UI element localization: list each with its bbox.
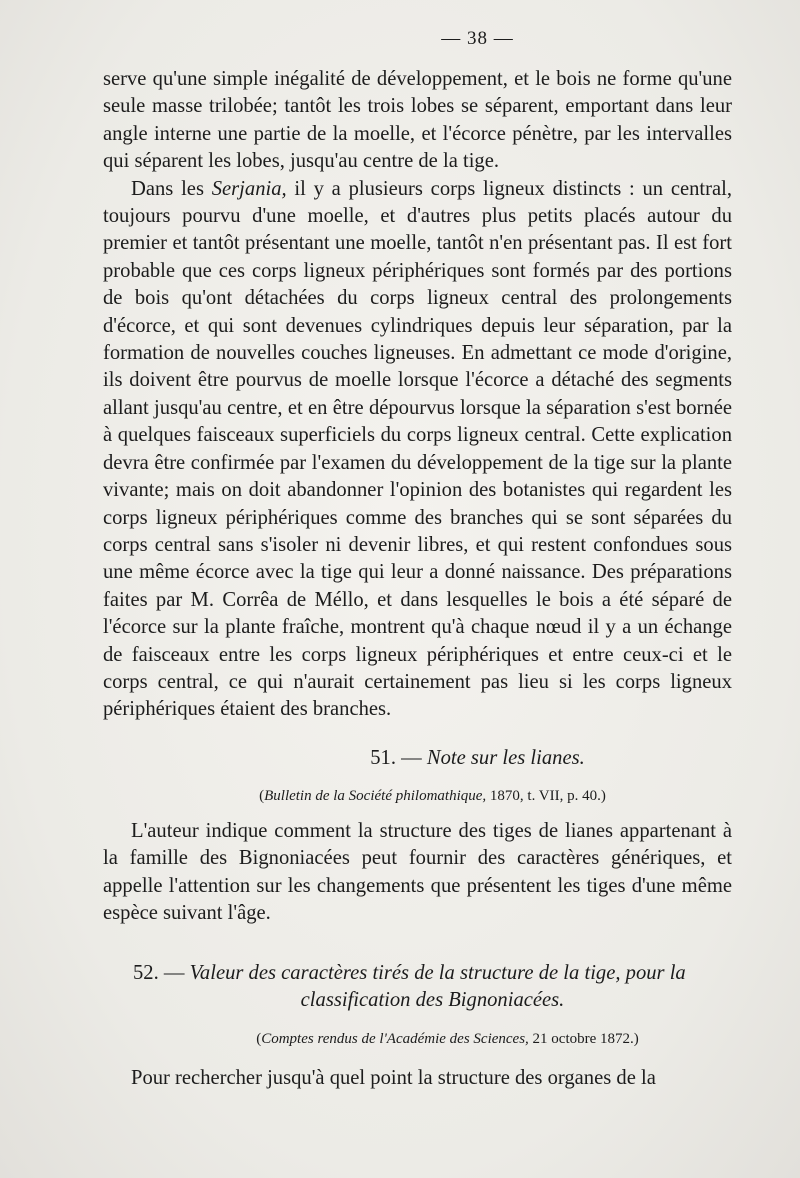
section-52-citation-source: Comptes rendus de l'Académie des Sciences, (261, 1031, 529, 1048)
section-51-citation-details: 1870, t. VII, p. 40.) (486, 787, 606, 804)
section-52-citation-open: ( (256, 1031, 262, 1048)
section-52-heading-line2 (103, 987, 732, 1014)
section-51-citation-open: ( (259, 787, 265, 804)
section-51-title: Note sur les lianes. (426, 746, 585, 769)
paragraph-serjania (103, 176, 732, 724)
section-51-citation-source: Bulletin de la Société philomathique, (264, 787, 487, 804)
section-52-body: Pour rechercher jusqu'à quel point la structure des organes de la (131, 1067, 656, 1090)
paragraph-continuation: serve qu'une simple inégalité de développement, et le bois ne forme qu'une seule masse trilobée; tantôt les trois lobes se séparent, emportant dans leur angle interne une partie de la moelle, et l'écorce pénètre, par les intervalles qui séparent les lobes, jusqu'au centre de la tige. (103, 68, 732, 173)
section-51-heading (103, 745, 732, 772)
section-52-number: 52. — (133, 962, 190, 985)
section-52-title-line2: classification des Bignoniacées. (300, 989, 565, 1012)
section-51-citation (103, 786, 732, 806)
section-52-heading (103, 960, 732, 987)
page-number: — 38 — (441, 28, 514, 49)
paragraph-serjania-body: il y a plusieurs corps ligneux distincts : un central, toujours pourvu d'une moelle, et d'autres plus petits placés autour du premier et tantôt présentant une moelle, tantôt n'en présentant pas. Il est fort probable que ces corps ligneux périphériques sont formés par des portions de bois qu'ont détachées du corps ligneux central des prolongements d'écorce, et qui sont devenues cylindriques depuis leur séparation, par la formation de nouvelles couches ligneuses. En admettant ce mode d'origine, ils doivent être pourvus de moelle lorsque l'écorce a détaché des segments allant jusqu'au centre, et en être dépourvus lorsque la séparation s'est bornée à quelques faisceaux superficiels du corps ligneux central. Cette explication devra être confirmée par l'examen du développement de la tige sur la plante vivante; mais on doit abandonner l'opinion des botanistes qui regardent les corps ligneux périphériques comme des branches qui se sont séparées du corps central sans s'isoler ni devenir libres, et qui restent confondues sous une même écorce avec la tige qui leur a donné naissance. Des préparations faites par M. Corrêa de Méllo, et dans lesquelles le bois a été séparé de l'écorce sur la plante fraîche, montrent qu'à chaque nœud il y a un échange de faisceaux entre les corps ligneux périphériques et entre ceux-ci et le corps central, ce qui n'aurait certainement pas lieu si les corps ligneux périphériques étaient des branches. (103, 177, 732, 721)
section-51-number: 51. — (370, 746, 427, 769)
genus-name-serjania: Serjania, (211, 177, 287, 200)
section-51-body: L'auteur indique comment la structure des tiges de lianes appartenant à la famille des Bignoniacées peut fournir des caractères génériques, et appelle l'attention sur les changements que présentent les tiges d'une même espèce suivant l'âge. (103, 819, 732, 924)
section-52-citation-details: 21 octobre 1872.) (528, 1031, 639, 1048)
paragraph-serjania-lead: Dans les (131, 177, 212, 200)
section-52-citation (103, 1029, 732, 1049)
section-52-title-line1: Valeur des caractères tirés de la structure de la tige, pour la (189, 962, 686, 985)
